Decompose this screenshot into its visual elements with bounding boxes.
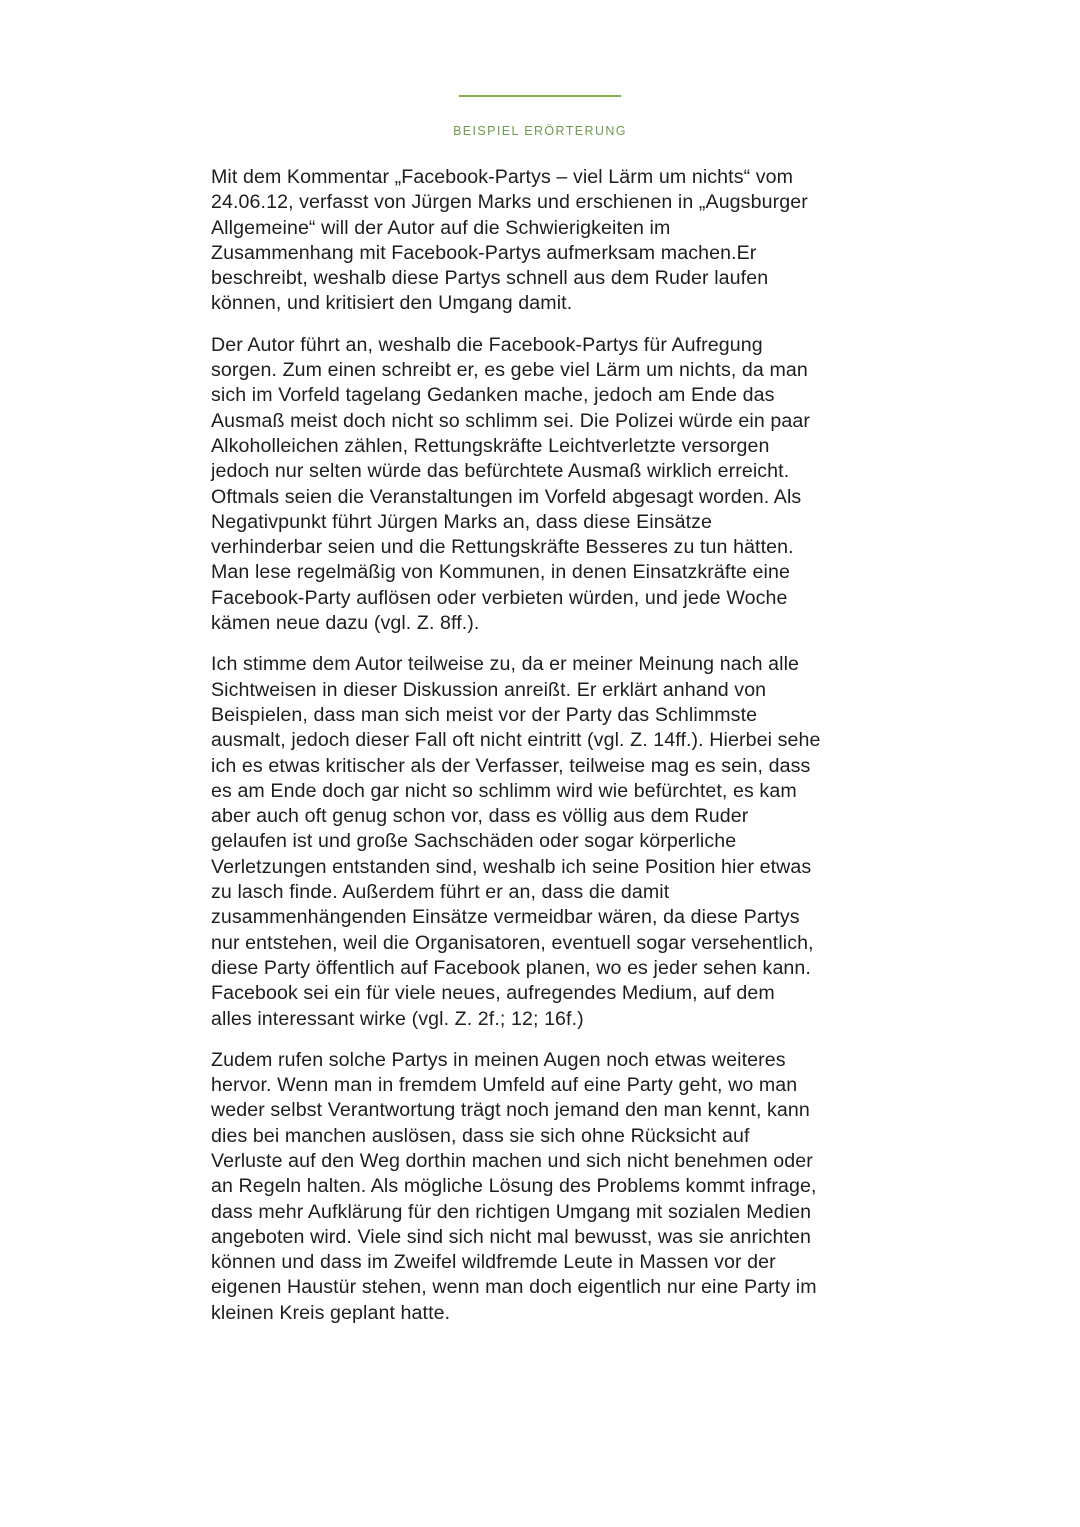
text-line: Mit dem Kommentar „Facebook-Partys – viel Lärm um nichts“ vom xyxy=(211,166,794,188)
text-line: ausmalt, jedoch dieser Fall oft nicht eintritt (vgl. Z. 14ff.). Hierbei sehe xyxy=(211,729,821,752)
text-line: Zudem rufen solche Partys in meinen Augen noch etwas weiteres xyxy=(211,1048,786,1071)
text-line: eigenen Haustür stehen, wenn man doch eigentlich nur eine Party im xyxy=(211,1276,817,1299)
paragraph xyxy=(211,652,881,1031)
text-line: Negativpunkt führt Jürgen Marks an, dass diese Einsätze xyxy=(211,510,713,533)
text-line: alles interessant wirke (vgl. Z. 2f.; 12; 16f.) xyxy=(211,1007,584,1030)
text-line: ich es etwas kritischer als der Verfasser, teilweise mag es sein, dass xyxy=(211,754,811,777)
text-line: weder selbst Verantwortung trägt noch jemand den man kennt, kann xyxy=(211,1099,810,1122)
text-line: Verletzungen entstanden sind, weshalb ich seine Position hier etwas xyxy=(211,855,812,878)
text-line: Ich stimme dem Autor teilweise zu, da er meiner Meinung nach alle xyxy=(211,653,800,676)
text-line: angeboten wird. Viele sind sich nicht mal bewusst, was sie anrichten xyxy=(211,1225,812,1248)
text-line: kämen neue dazu (vgl. Z. 8ff.). xyxy=(211,612,480,635)
text-line: gelaufen ist und große Sachschäden oder sogar körperliche xyxy=(211,830,737,853)
text-line: zusammenhängenden Einsätze vermeidbar wären, da diese Partys xyxy=(211,906,800,929)
text-line: Ausmaß meist doch nicht so schlimm sei. Die Polizei würde ein paar xyxy=(211,409,810,432)
text-line: Zusammenhang mit Facebook-Partys aufmerksam machen.Er xyxy=(211,241,757,264)
paragraph xyxy=(211,165,881,317)
text-line: Oftmals seien die Veranstaltungen im Vorfeld abgesagt worden. Als xyxy=(211,485,802,508)
text-line: können, und kritisiert den Umgang damit. xyxy=(211,292,573,315)
text-line: dass mehr Aufklärung für den richtigen Umgang mit sozialen Medien xyxy=(211,1200,812,1223)
text-line: Alkoholleichen zählen, Rettungskräfte Leichtverletzte versorgen xyxy=(211,434,770,457)
text-line: 24.06.12, verfasst von Jürgen Marks und erschienen in „Augsburger xyxy=(211,191,808,214)
paragraph xyxy=(211,333,881,637)
text-line: Der Autor führt an, weshalb die Facebook-Partys für Aufregung xyxy=(211,333,763,356)
text-line: sich im Vorfeld tagelang Gedanken mache, jedoch am Ende das xyxy=(211,384,775,407)
text-line: können und dass im Zweifel wildfremde Leute in Massen vor der xyxy=(211,1251,776,1274)
text-line: Man lese regelmäßig von Kommunen, in denen Einsatzkräfte eine xyxy=(211,561,790,584)
text-line: es am Ende doch gar nicht so schlimm wird wie befürchtet, es kam xyxy=(211,779,797,802)
text-line: Verluste auf den Weg dorthin machen und sich nicht benehmen oder xyxy=(211,1149,813,1172)
text-line: Sichtweisen in dieser Diskussion anreißt. Er erklärt anhand von xyxy=(211,678,767,701)
text-line: diese Party öffentlich auf Facebook planen, wo es jeder sehen kann. xyxy=(211,956,811,979)
text-line: Allgemeine“ will der Autor auf die Schwierigkeiten im xyxy=(211,216,671,239)
text-line: dies bei manchen auslösen, dass sie sich ohne Rücksicht auf xyxy=(211,1124,750,1147)
text-line: Facebook-Party auflösen oder verbieten würden, und jede Woche xyxy=(211,586,788,609)
text-line: an Regeln halten. Als mögliche Lösung des Problems kommt infrage, xyxy=(211,1175,817,1198)
text-line: zu lasch finde. Außerdem führt er an, dass die damit xyxy=(211,881,670,904)
text-line: jedoch nur selten würde das befürchtete Ausmaß wirklich erreicht. xyxy=(211,460,790,483)
text-line: beschreibt, weshalb diese Partys schnell aus dem Ruder laufen xyxy=(211,267,769,290)
text-line: Facebook sei ein für viele neues, aufregendes Medium, auf dem xyxy=(211,982,775,1005)
text-line: kleinen Kreis geplant hatte. xyxy=(211,1301,451,1324)
text-line: nur entstehen, weil die Organisatoren, eventuell sogar versehentlich, xyxy=(211,931,814,954)
text-line: verhinderbar seien und die Rettungskräfte Besseres zu tun hätten. xyxy=(211,536,794,559)
text-line: hervor. Wenn man in fremdem Umfeld auf eine Party geht, wo man xyxy=(211,1074,798,1097)
paragraph xyxy=(211,1048,881,1326)
section-label: BEISPIEL ERÖRTERUNG xyxy=(453,124,627,138)
text-line: sorgen. Zum einen schreibt er, es gebe viel Lärm um nichts, da man xyxy=(211,359,808,382)
header-divider xyxy=(459,95,621,97)
essay-body xyxy=(211,165,881,1342)
text-line: aber auch oft genug schon vor, dass es völlig aus dem Ruder xyxy=(211,805,749,828)
text-line: Beispielen, dass man sich meist vor der Party das Schlimmste xyxy=(211,703,758,726)
